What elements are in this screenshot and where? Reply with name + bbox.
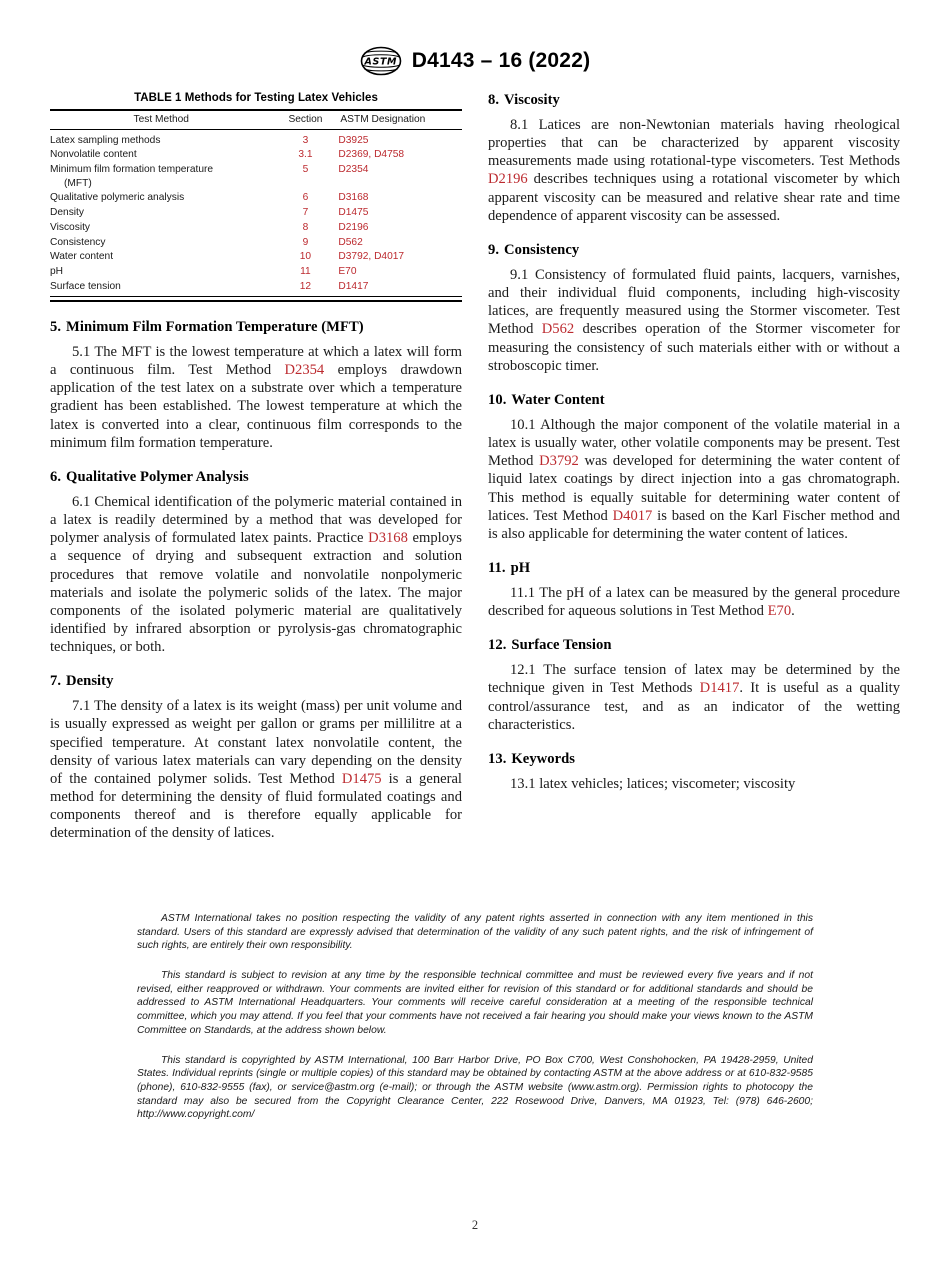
cell-test-method: pH: [50, 266, 64, 278]
cell-test-method: [50, 162, 272, 190]
cell-test-method-line2: (MFT): [64, 177, 92, 189]
para-text-a: 9.1 Consistency of formulated fluid paints, lacquers, varnishes, and their individual fluid components, including high-viscosity latices, are frequently measured using the Stormer viscometer. Test Method: [488, 266, 900, 338]
patent-rights-notice: ASTM International takes no position respecting the validity of any patent rights asserted in connection with any item mentioned in this standard. Users of this standard are expressly advised that determination of the validity of any such patent rights, and the risk of infringement of such rights, are entirely their own responsibility.: [137, 913, 813, 952]
section-11-number: 11.: [488, 559, 506, 576]
cell-designation: D1475: [338, 207, 369, 219]
para-text-b: employs drawdown application of the test latex on a substrate over which a temperature gradient has been established. The lowest temperature at which the latex is converted into a clear, continuous film corresponds to the minimum film formation temperature.: [50, 362, 462, 451]
table-1-wrapper: [50, 92, 462, 302]
section-11-paragraph-11-1: [488, 584, 900, 620]
cell-section: 5: [302, 164, 309, 175]
cell-section: 7: [302, 207, 309, 219]
standard-reference-e70: E70: [767, 603, 792, 620]
cell-section: 6: [302, 192, 309, 204]
cell-section: 11: [300, 266, 311, 278]
section-6-title: Qualitative Polymer Analysis: [66, 468, 249, 485]
table-bottom-rule: [50, 296, 462, 302]
para-text-a: 12.1 The surface tension of latex may be determined by the technique given in Test Methods: [488, 662, 900, 697]
section-11-title: pH: [510, 559, 531, 576]
cell-designation: D1417: [338, 280, 369, 292]
cell-designation: D3792, D4017: [338, 251, 405, 263]
table-row: [50, 205, 462, 220]
standard-reference-d2196: D2196: [488, 171, 528, 188]
column-header-test-method: Test Method: [50, 110, 272, 130]
cell-section: 8: [302, 221, 309, 233]
right-column: [488, 92, 900, 793]
para-text-a: 6.1 Chemical identification of the polymeric material contained in a latex is readily determined by a method that was developed for polymer analysis of formulated latex paints. Practice: [50, 493, 462, 547]
standard-reference-d562: D562: [541, 321, 575, 338]
section-5-number: 5.: [50, 318, 62, 335]
section-10-water-content: [488, 392, 900, 543]
standard-reference-d3168: D3168: [368, 530, 408, 547]
para-text-a: 10.1 Although the major component of the volatile material in a latex is usually water, other volatile components may be present. Test Method: [488, 416, 900, 470]
para-text-b: describes operation of the Stormer viscometer for measuring the consistency of such materials either with or without a stroboscopic timer.: [488, 321, 900, 374]
svg-text:T: T: [379, 56, 387, 68]
table-row: [50, 279, 462, 294]
para-text-b: . It is useful as a quality control/assurance test, and as an indicator of the wetting characteristics.: [488, 680, 900, 733]
para-text-a: 11.1 The pH of a latex can be measured by the general procedure described for aqueous solutions in Test Method: [488, 584, 900, 620]
column-header-astm-designation: ASTM Designation: [338, 110, 462, 130]
standard-reference-d1475: D1475: [341, 770, 382, 787]
table-row: [50, 191, 462, 206]
section-9-title: Consistency: [504, 241, 580, 258]
table-row: [50, 264, 462, 279]
para-text-b: describes techniques using a rotational viscometer by which apparent viscosity can be measured and relative shear rate and time dependence of apparent viscosity can be assessed.: [488, 171, 900, 224]
para-text-b: was developed for determining the water content of liquid latex coatings by direct injection into a gas chromatograph. This method is equally suitable for determining water content of latices. Test Method: [488, 453, 900, 524]
section-13-title: Keywords: [511, 750, 576, 767]
cell-designation: D3925: [338, 134, 369, 146]
standard-reference-d1417: D1417: [699, 680, 740, 697]
section-12-heading: [488, 637, 900, 654]
svg-text:S: S: [372, 56, 380, 68]
section-9-paragraph-9-1: [488, 266, 900, 375]
section-8-number: 8.: [488, 92, 500, 108]
svg-text:M: M: [386, 56, 397, 68]
table-row: [50, 220, 462, 235]
column-header-section: Section: [272, 110, 338, 130]
section-6-paragraph-6-1: [50, 493, 462, 656]
standard-reference-d4017: D4017: [612, 507, 653, 524]
cell-test-method: Viscosity: [50, 221, 91, 233]
section-9-number: 9.: [488, 241, 500, 258]
cell-designation: D562: [338, 236, 363, 248]
section-6-number: 6.: [50, 468, 62, 485]
section-9-heading: [488, 242, 900, 259]
cell-designation: D3168: [338, 192, 369, 204]
cell-designation: D2369, D4758: [338, 149, 405, 161]
cell-designation: D2354: [338, 164, 369, 175]
footer-legal-notices: [137, 912, 813, 1122]
section-10-title: Water Content: [511, 391, 605, 408]
cell-test-method-line1: Minimum film formation temperature: [50, 164, 214, 175]
para-text-a: 8.1 Latices are non-Newtonian materials having rheological properties that can be characterized by apparent viscosity measurements made using rotational-type viscometers. Test Methods: [488, 117, 900, 170]
cell-test-method: Latex sampling methods: [50, 134, 161, 146]
section-5-paragraph-5-1: [50, 343, 462, 452]
table-row: [50, 235, 462, 250]
cell-designation: E70: [338, 266, 357, 278]
section-7-title: Density: [66, 673, 114, 690]
section-7-density: [50, 673, 462, 842]
cell-section: 12: [299, 280, 312, 292]
copyright-notice: This standard is copyrighted by ASTM International, 100 Barr Harbor Drive, PO Box C700, West Conshohocken, PA 19428-2959, United States. Individual reprints (single or multiple copies) of this standard may be obtained by contacting ASTM at the above address or at 610-832-9585 (phone), 610-832-9555 (fax), or service@astm.org (e-mail); or through the ASTM website (www.astm.org). Permission rights to photocopy the standard may also be secured from the Copyright Clearance Center, 222 Rosewood Drive, Danvers, MA 01923, Tel: (978) 646-2600; http://www.copyright.com/: [137, 1054, 813, 1121]
standard-reference-d3792: D3792: [539, 453, 579, 470]
section-7-paragraph-7-1: [50, 697, 462, 842]
svg-text:A: A: [364, 56, 372, 68]
section-6-heading: [50, 469, 462, 486]
section-10-number: 10.: [488, 391, 507, 408]
table-1-methods-for-testing-latex-vehicles: [50, 109, 462, 294]
section-11-ph: [488, 560, 900, 620]
section-12-paragraph-12-1: [488, 661, 900, 734]
para-text-b: employs a sequence of drying and subsequent extraction and solution procedures that remove volatile and nonvolatile nonpolymeric materials and isolate the polymeric solids of the latex. The major components of the isolated polymeric material are qualitatively identified by infrared absorption or pyrolysis-gas chromatographic techniques, or both.: [50, 530, 462, 656]
table-row: [50, 130, 462, 148]
table-row: [50, 162, 462, 190]
para-text-c: is based on the Karl Fischer method and is also applicable for determining the water content of latices.: [488, 507, 900, 542]
section-13-number: 13.: [488, 750, 507, 767]
para-text-a: 7.1 The density of a latex is its weight (mass) per unit volume and is usually expressed as weight per gallon or grams per millilitre at a specified temperature. At constant latex nonvolatile content, the density of various latex materials can vary depending on the density of the contained polymer solids. Test Method: [50, 698, 462, 787]
table-row: [50, 148, 462, 163]
section-12-title: Surface Tension: [511, 637, 612, 654]
section-12-number: 12.: [488, 637, 507, 654]
table-1-title: TABLE 1 Methods for Testing Latex Vehicles: [134, 92, 378, 104]
cell-section: 10: [299, 251, 312, 263]
section-6-qualitative-polymer-analysis: [50, 469, 462, 656]
section-10-heading: [488, 392, 900, 409]
section-5-heading: [50, 319, 462, 336]
section-13-heading: [488, 751, 900, 768]
table-header: [50, 110, 462, 130]
cell-test-method: Consistency: [50, 236, 106, 248]
section-8-viscosity: [488, 92, 900, 225]
page-number: 2: [471, 1218, 479, 1232]
section-7-heading: [50, 673, 462, 690]
section-13-keywords: [488, 751, 900, 793]
section-8-heading: [488, 92, 900, 109]
table-body: [50, 130, 462, 294]
page-header: [0, 46, 950, 76]
cell-test-method: Surface tension: [50, 280, 121, 292]
cell-section: 3: [302, 134, 309, 146]
section-8-title: Viscosity: [504, 92, 560, 108]
para-text-b: .: [791, 603, 795, 620]
section-10-paragraph-10-1: [488, 416, 900, 543]
cell-section: 9: [302, 236, 309, 248]
cell-test-method: Density: [50, 207, 84, 219]
section-9-consistency: [488, 242, 900, 375]
cell-section: 3.1: [298, 149, 313, 161]
para-text-a: 5.1 The MFT is the lowest temperature at which a latex will form a continuous film. Test Method: [50, 343, 462, 379]
section-12-surface-tension: [488, 637, 900, 734]
astm-logo-icon: [360, 46, 402, 76]
section-5-title: Minimum Film Formation Temperature (MFT): [66, 318, 364, 335]
para-text-b: is a general method for determining the density of fluid formulated coatings and components thereof and is therefore equally applicable for determination of the density of latices.: [50, 770, 462, 842]
section-7-number: 7.: [50, 673, 62, 690]
revision-notice: This standard is subject to revision at any time by the responsible technical committee and must be reviewed every five years and if not revised, either reapproved or withdrawn. Your comments are invited either for revision of this standard or for additional standards and should be addressed to ASTM International Headquarters. Your comments will receive careful consideration at a meeting of the responsible technical committee, which you may attend. If you feel that your comments have not received a fair hearing you should make your views known to the ASTM Committee on Standards, at the address shown below.: [137, 970, 813, 1036]
section-13-paragraph-13-1: 13.1 latex vehicles; latices; viscometer; viscosity: [510, 775, 796, 792]
cell-test-method: Qualitative polymeric analysis: [50, 192, 185, 204]
table-header-row: [50, 110, 462, 130]
document-designation-title: D4143 – 16 (2022): [411, 49, 591, 72]
cell-test-method: Nonvolatile content: [50, 149, 137, 161]
cell-test-method: Water content: [50, 251, 114, 263]
left-column: [50, 92, 462, 843]
section-11-heading: [488, 560, 900, 577]
standard-reference-d2354: D2354: [284, 362, 325, 379]
section-8-paragraph-8-1: [488, 116, 900, 225]
cell-designation: D2196: [338, 221, 369, 233]
section-5-minimum-film-formation-temperature: [50, 319, 462, 452]
table-row: [50, 250, 462, 265]
